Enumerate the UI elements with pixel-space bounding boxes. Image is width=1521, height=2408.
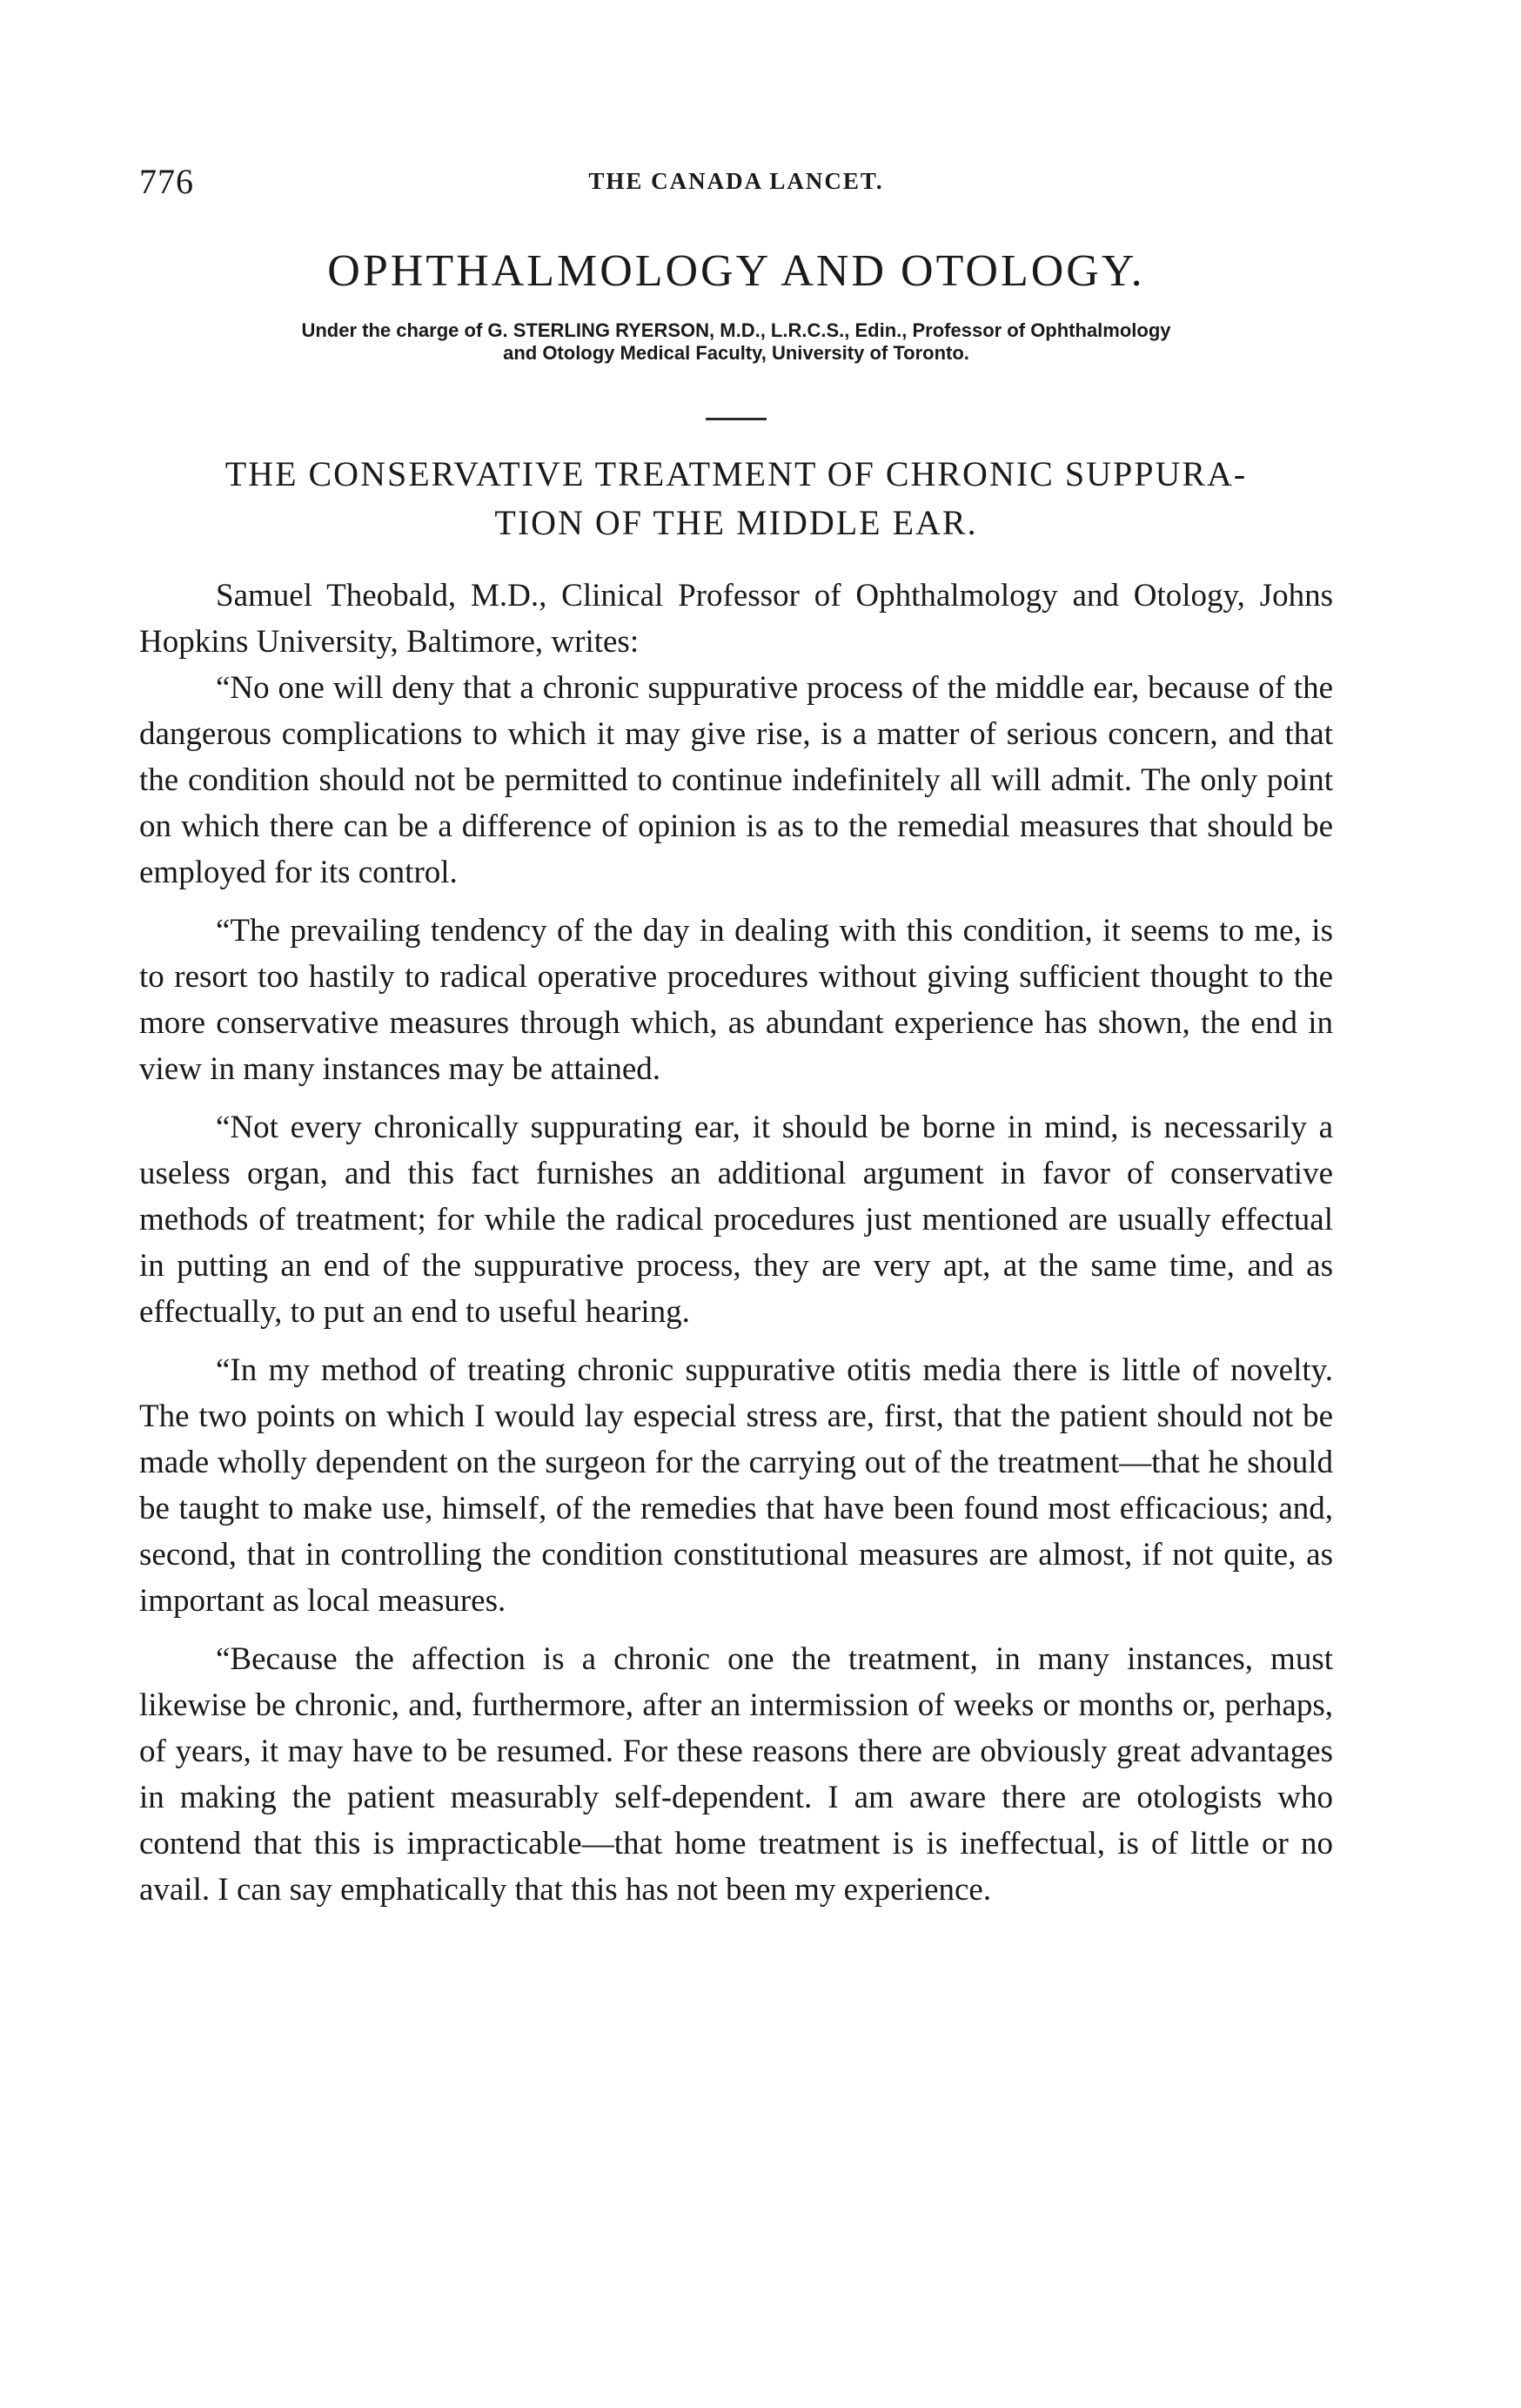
- section-title: OPHTHALMOLOGY AND OTOLOGY.: [327, 246, 1145, 296]
- body-paragraph: “Because the affection is a chronic one the treatment, in many instances, must likewise be chronic, and, furthermore, after an intermission of weeks or months or, perhaps, of years, it may have to be resumed. For these reasons there are obviously great advantages in making the patient measurably self-dependent. I am aware there are otologists who contend that this is impracticable—that home treatment is is ineffectual, is of little or no avail. I can say emphatically that this has not been my experience.: [139, 1641, 1333, 1908]
- section-editor-note: [139, 319, 1333, 365]
- page-number: 776: [139, 162, 194, 201]
- editor-note-line-1: Under the charge of G. STERLING RYERSON, M.D., L.R.C.S., Edin., Professor of Ophthalmology: [301, 319, 1171, 341]
- article-title-line-2: TION OF THE MIDDLE EAR.: [494, 503, 978, 542]
- article-body: [139, 573, 1333, 1913]
- author-intro-paragraph: Samuel Theobald, M.D., Clinical Professor of Ophthalmology and Otology, Johns Hopkins University, Baltimore, writes:: [139, 578, 1333, 660]
- separator-rule: [706, 418, 767, 420]
- running-head: [139, 161, 1333, 205]
- body-paragraph: “In my method of treating chronic suppurative otitis media there is little of novelty. The two points on which I would lay especial stress are, first, that the patient should not be made wholly dependent on the surgeon for the carrying out of the treatment—that he should be taught to make use, himself, of the remedies that have been found most efficacious; and, second, that in controlling the condition constitutional measures are almost, if not quite, as important as local measures.: [139, 1352, 1333, 1619]
- article-title-line-1: THE CONSERVATIVE TREATMENT OF CHRONIC SUPPURA-: [224, 454, 1248, 493]
- body-paragraph: “Not every chronically suppurating ear, it should be borne in mind, is necessarily a useless organ, and this fact furnishes an additional argument in favor of conservative methods of treatment; for while the radical procedures just mentioned are usually effectual in putting an end of the suppurative process, they are very apt, at the same time, and as effectually, to put an end to useful hearing.: [139, 1110, 1333, 1330]
- journal-title: THE CANADA LANCET.: [588, 168, 884, 194]
- body-paragraph: “No one will deny that a chronic suppurative process of the middle ear, because of the dangerous complications to which it may give rise, is a matter of serious concern, and that the condition should not be permitted to continue indefinitely all will admit. The only point on which there can be a difference of opinion is as to the remedial measures that should be employed for its control.: [139, 670, 1333, 890]
- article-title: [139, 450, 1333, 547]
- body-paragraph: “The prevailing tendency of the day in dealing with this condition, it seems to me, is to resort too hastily to radical operative procedures without giving sufficient thought to the more conservative measures through which, as abundant experience has shown, the end in view in many instances may be attained.: [139, 913, 1333, 1087]
- editor-note-line-2: and Otology Medical Faculty, University of Toronto.: [503, 342, 969, 364]
